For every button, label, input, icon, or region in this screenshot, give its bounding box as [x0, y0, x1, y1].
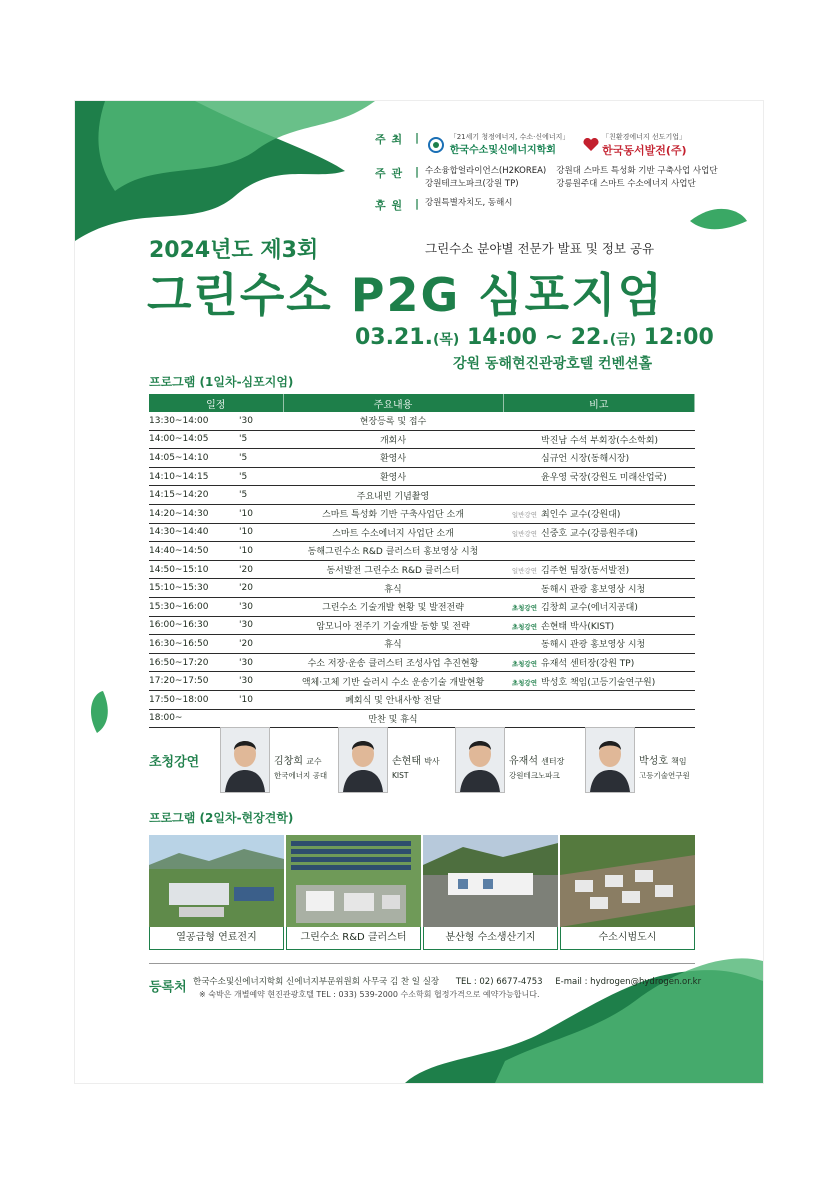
hydrogen-society-logo-icon [425, 137, 447, 153]
schedule-duration: '30 [239, 597, 283, 616]
col-note-header: 비고 [503, 394, 695, 412]
schedule-time: 14:05~14:10 [149, 449, 239, 468]
schedule-content: 동서발전 그린수소 R&D 클러스터 [283, 560, 503, 579]
speaker-org: 고등기술연구원 [639, 771, 690, 780]
schedule-row [149, 449, 695, 468]
schedule-note: 김창희 교수(에너지공대) [541, 603, 638, 614]
schedule-row [149, 542, 695, 561]
schedule-time: 14:20~14:30 [149, 504, 239, 523]
schedule-row [149, 709, 695, 728]
hosts-block [375, 131, 755, 219]
schedule-note-cell [503, 430, 695, 449]
speaker-photo [220, 727, 270, 793]
schedule-time: 14:00~14:05 [149, 430, 239, 449]
site-caption: 분산형 수소생산기지 [423, 927, 558, 950]
schedule-duration: '30 [239, 653, 283, 672]
organizer-row: 주 최 | 「21세기 청정에너지, 수소·신에너지」 한국수소및신에너지학회 「친환경에너지 선도기업」 한국동서발전(주) [375, 131, 687, 157]
schedule-note-cell [503, 467, 695, 486]
registration-label: 등록처 [149, 980, 187, 995]
schedule-duration: '30 [239, 672, 283, 691]
schedule-time: 18:00~ [149, 709, 239, 728]
schedule-time: 14:40~14:50 [149, 542, 239, 561]
schedule-row [149, 690, 695, 709]
schedule-row [149, 616, 695, 635]
event-date: 03.21.(목) 14:00 ~ 22.(금) 12:00 [355, 325, 714, 350]
speaker-photo [338, 727, 388, 793]
accommodation-note: ※ 숙박은 개별예약 현진관광호텔 TEL : 033) 539-2000 수소학회 협정가격으로 예약가능합니다. [199, 990, 540, 999]
schedule-note: 손현태 박사(KIST) [541, 621, 615, 632]
schedule-content: 환영사 [283, 449, 503, 468]
schedule-content: 그린수소 기술개발 현황 및 발전전략 [283, 597, 503, 616]
organizer-1: 「21세기 청정에너지, 수소·신에너지」 한국수소및신에너지학회 [425, 131, 569, 159]
schedule-duration: '20 [239, 579, 283, 598]
site-caption: 수소시범도시 [560, 927, 695, 950]
session-type-tag: 초청강연 [511, 660, 537, 669]
schedule-content: 동해그린수소 R&D 클러스터 홍보영상 시청 [283, 542, 503, 561]
schedule-content: 암모니아 전주기 기술개발 동향 및 전략 [283, 616, 503, 635]
schedule-time: 16:30~16:50 [149, 635, 239, 654]
schedule-note-cell [503, 672, 695, 691]
sponsor-label: 후 원 [375, 199, 404, 212]
schedule-row [149, 412, 695, 430]
schedule-note-cell [503, 449, 695, 468]
schedule-note-cell [503, 412, 695, 430]
poster [74, 100, 764, 1084]
schedule-row [149, 504, 695, 523]
schedule-note: 김주현 팀장(동서발전) [541, 566, 630, 577]
registration-tel: TEL : 02) 6677-4753 [455, 977, 543, 987]
site-photo-hydrogen-city [560, 835, 695, 927]
day1-heading: 프로그램 (1일차-심포지엄) [149, 375, 294, 389]
sponsor-row: 후 원 | 강원특별자치도, 동해시 [375, 197, 513, 212]
schedule-duration: '10 [239, 523, 283, 542]
speaker-name: 김창희 [274, 756, 303, 767]
supervisor-label: 주 관 [375, 167, 404, 180]
schedule-body [149, 412, 695, 728]
schedule-row [149, 579, 695, 598]
venue: 강원 동해현진관광호텔 컨벤션홀 [453, 356, 653, 372]
schedule-row [149, 486, 695, 505]
session-type-tag: 초청강연 [511, 622, 537, 631]
organizer-2: 「친환경에너지 선도기업」 한국동서발전(주) [583, 131, 686, 159]
schedule-note-cell [503, 560, 695, 579]
schedule-duration: '30 [239, 412, 283, 430]
schedule-row [149, 523, 695, 542]
speaker-card [220, 727, 327, 793]
schedule-duration [239, 709, 283, 728]
schedule-note-cell [503, 579, 695, 598]
schedule-note: 박성호 책임(고등기술연구원) [541, 677, 656, 688]
schedule-table [149, 394, 695, 728]
col-content-header: 주요내용 [283, 394, 503, 412]
schedule-content: 개회사 [283, 430, 503, 449]
schedule-time: 16:50~17:20 [149, 653, 239, 672]
speaker-name: 유재석 [509, 756, 538, 767]
schedule-row [149, 430, 695, 449]
schedule-note-cell [503, 486, 695, 505]
schedule-content: 스마트 특성화 기반 구축사업단 소개 [283, 504, 503, 523]
speaker-role: 박사 [424, 757, 440, 766]
schedule-duration: '30 [239, 616, 283, 635]
schedule-time: 14:30~14:40 [149, 523, 239, 542]
schedule-note: 심규언 시장(동해시장) [541, 454, 630, 465]
schedule-duration: '10 [239, 504, 283, 523]
speaker-role: 교수 [306, 757, 322, 766]
schedule-note-cell [503, 523, 695, 542]
ewp-logo-icon [583, 138, 599, 152]
schedule-content: 스마트 수소에너지 사업단 소개 [283, 523, 503, 542]
schedule-row [149, 597, 695, 616]
schedule-content: 휴식 [283, 579, 503, 598]
speaker-role: 센터장 [541, 757, 565, 766]
schedule-note-cell [503, 709, 695, 728]
schedule-time: 15:10~15:30 [149, 579, 239, 598]
schedule-content: 현장등록 및 접수 [283, 412, 503, 430]
schedule-time: 17:20~17:50 [149, 672, 239, 691]
schedule-note-cell [503, 616, 695, 635]
schedule-row [149, 635, 695, 654]
schedule-time: 14:15~14:20 [149, 486, 239, 505]
registration-email[interactable]: E-mail : hydrogen@hydrogen.or.kr [555, 977, 702, 987]
site-card [560, 835, 695, 950]
schedule-note: 최인수 교수(강원대) [541, 510, 621, 521]
schedule-row [149, 560, 695, 579]
divider [149, 963, 695, 964]
schedule-note: 박진남 수석 부회장(수소학회) [541, 435, 659, 446]
schedule-header-row [149, 394, 695, 412]
schedule-note: 유재석 센터장(강원 TP) [541, 659, 635, 670]
schedule-duration: '5 [239, 430, 283, 449]
speaker-photo [455, 727, 505, 793]
speaker-org: 강원테크노파크 [509, 771, 560, 780]
site-card [149, 835, 284, 950]
schedule-time: 14:50~15:10 [149, 560, 239, 579]
site-caption: 열공급형 연료전지 [149, 927, 284, 950]
schedule-note: 동해시 관광 홍보영상 시청 [541, 584, 646, 595]
schedule-time: 17:50~18:00 [149, 690, 239, 709]
schedule-note-cell [503, 542, 695, 561]
schedule-note-cell [503, 653, 695, 672]
schedule-note: 윤우영 국장(강원도 미래산업국) [541, 473, 667, 484]
main-title: 그린수소 P2G 심포지엄 [147, 268, 664, 322]
schedule-content: 만찬 및 휴식 [283, 709, 503, 728]
col-time-header: 일정 [149, 394, 283, 412]
speaker-photo [585, 727, 635, 793]
schedule-content: 액체·고체 기반 슬러시 수소 운송기술 개발현황 [283, 672, 503, 691]
session-type-tag: 초청강연 [511, 678, 537, 687]
site-card [423, 835, 558, 950]
site-photo-rnd-cluster [286, 835, 421, 927]
schedule-row [149, 672, 695, 691]
schedule-content: 주요내빈 기념촬영 [283, 486, 503, 505]
schedule-note-cell [503, 635, 695, 654]
registration-contact: 한국수소및신에너지학회 신에너지부문위원회 사무국 김 찬 일 실장 TEL : 02) 6677-4753 E-mail : hydrogen@hydrogen.or.kr [193, 977, 702, 987]
site-photo-hydrogen-base [423, 835, 558, 927]
speaker-name: 박성호 [639, 756, 668, 767]
schedule-row [149, 467, 695, 486]
schedule-content: 환영사 [283, 467, 503, 486]
schedule-content: 휴식 [283, 635, 503, 654]
schedule-duration: '10 [239, 542, 283, 561]
session-type-tag: 초청강연 [511, 604, 537, 613]
speaker-card [338, 727, 440, 793]
site-photo-fuel-cell [149, 835, 284, 927]
schedule-time: 13:30~14:00 [149, 412, 239, 430]
schedule-duration: '5 [239, 486, 283, 505]
speaker-name: 손현태 [392, 756, 421, 767]
schedule-duration: '5 [239, 467, 283, 486]
schedule-duration: '20 [239, 560, 283, 579]
schedule-duration: '20 [239, 635, 283, 654]
speaker-org: 한국에너지 공대 [274, 771, 328, 780]
schedule-note: 신중호 교수(강릉원주대) [541, 528, 638, 539]
schedule-duration: '10 [239, 690, 283, 709]
speaker-role: 책임 [671, 757, 687, 766]
schedule-time: 14:10~14:15 [149, 467, 239, 486]
site-card [286, 835, 421, 950]
schedule-content: 폐회식 및 안내사항 전달 [283, 690, 503, 709]
subtitle: 그린수소 분야별 전문가 발표 및 정보 공유 [425, 241, 655, 256]
schedule-note: 동해시 관광 홍보영상 시청 [541, 640, 646, 651]
schedule-time: 15:30~16:00 [149, 597, 239, 616]
schedule-note-cell [503, 597, 695, 616]
schedule-duration: '5 [239, 449, 283, 468]
schedule-row [149, 653, 695, 672]
site-photos [149, 835, 695, 950]
session-type-tag: 일반강연 [511, 567, 537, 576]
speaker-card [455, 727, 564, 793]
site-caption: 그린수소 R&D 클러스터 [286, 927, 421, 950]
schedule-note-cell [503, 504, 695, 523]
session-type-tag: 일반강연 [511, 511, 537, 520]
speaker-card [585, 727, 690, 793]
schedule-time: 16:00~16:30 [149, 616, 239, 635]
edition-title: 2024년도 제3회 [149, 238, 319, 263]
session-type-tag: 일반강연 [511, 529, 537, 538]
organizer-label: 주 최 [375, 133, 404, 146]
speaker-org: KIST [392, 771, 409, 780]
supervisor-row: 주 관 | 수소융합얼라이언스(H2KOREA) 강원테크노파크(강원 TP) 강원대 스마트 특성화 기반 구축사업 사업단 강릉원주대 스마트 수소에너지 사업단 [375, 165, 718, 189]
schedule-content: 수소 저장·운송 클러스터 조성사업 추진현황 [283, 653, 503, 672]
day2-heading: 프로그램 (2일차-현장견학) [149, 811, 294, 825]
schedule-note-cell [503, 690, 695, 709]
speakers-heading: 초청강연 [149, 755, 200, 770]
